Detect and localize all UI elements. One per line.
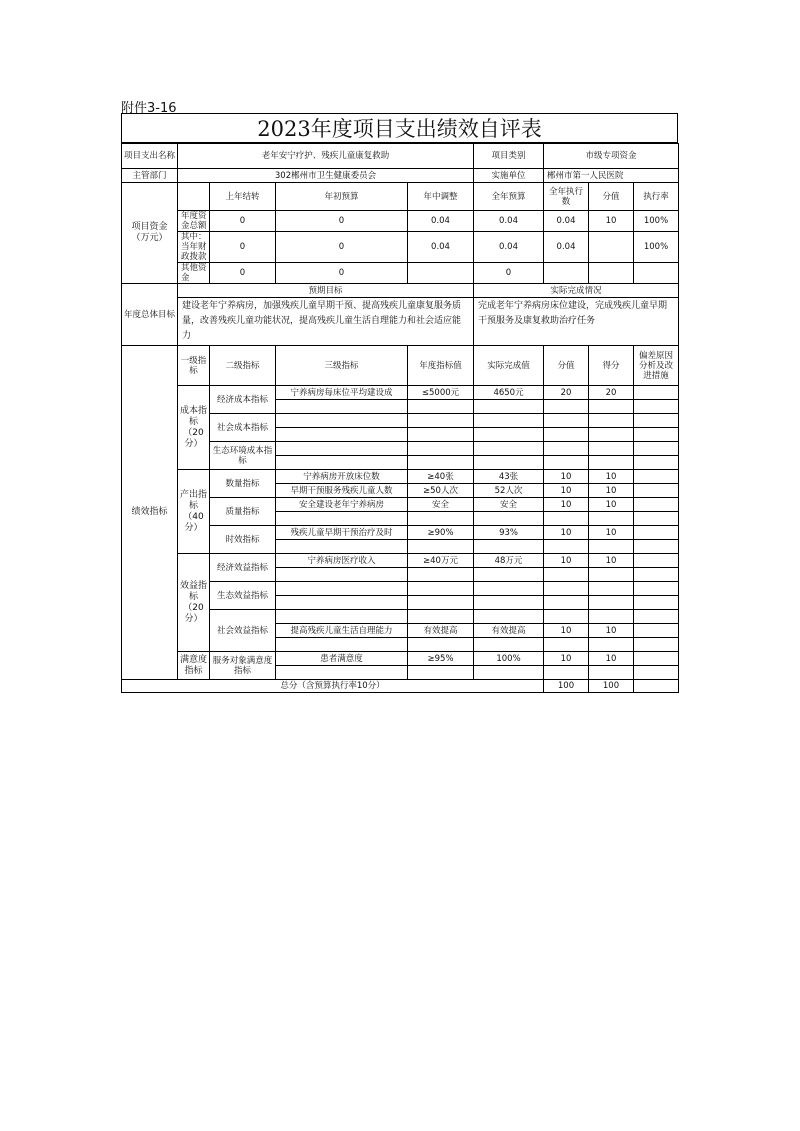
total-label: 总分（含预算执行率10分） [122,680,544,693]
weight-value [544,568,589,582]
actual-value: 100% [474,652,544,666]
indicator-row [122,652,679,666]
deviation-note [634,428,679,442]
funds-cell: 0.04 [474,211,544,232]
level3-indicator [276,414,408,428]
level3-indicator: 宁养病房每床位平均建设成 [276,386,408,400]
deviation-note [634,484,679,498]
performance-header: 偏差原因分析及改进措施 [634,346,679,386]
funds-cell: 0 [210,232,276,263]
weight-value: 10 [544,624,589,638]
weight-value: 10 [544,470,589,484]
level3-indicator [276,428,408,442]
annual-target-value [408,512,474,526]
funds-cell: 0 [276,232,408,263]
deviation-note [634,582,679,596]
score-value [589,442,634,456]
page-title: 2023年度项目支出绩效自评表 [121,113,678,143]
score-value: 20 [589,386,634,400]
deviation-note [634,540,679,554]
actual-value [474,666,544,680]
weight-value [544,512,589,526]
deviation-note [634,498,679,512]
funds-row [122,263,679,284]
project-name-value: 老年安宁疗护、残疾儿童康复救助 [178,144,474,169]
annual-target-value [408,414,474,428]
weight-value [544,428,589,442]
level2-indicator: 数量指标 [210,470,276,498]
annual-target-value [408,428,474,442]
funds-cell: 100% [634,211,679,232]
funds-cell: 100% [634,232,679,263]
project-name-label: 项目支出名称 [122,144,178,169]
funds-cell [589,232,634,263]
funds-cell: 0 [210,263,276,284]
score-value: 10 [589,498,634,512]
project-type-value: 市级专项资金 [544,144,679,169]
performance-section-label: 绩效指标 [122,346,178,680]
deviation-note [634,610,679,624]
funds-header: 分值 [589,183,634,211]
level3-indicator [276,638,408,652]
level2-indicator: 质量指标 [210,498,276,526]
deviation-note [634,470,679,484]
deviation-note [634,526,679,540]
weight-value: 10 [544,554,589,568]
project-type-label: 项目类别 [474,144,544,169]
actual-value: 93% [474,526,544,540]
funds-header: 上年结转 [210,183,276,211]
deviation-note [634,442,679,456]
weight-value: 10 [544,484,589,498]
weight-value [544,442,589,456]
attachment-label: 附件3-16 [121,101,177,116]
indicator-row [122,386,679,400]
performance-header-row [122,346,679,386]
actual-completion-text: 完成老年宁养病房床位建设，完成残疾儿童早期干预服务及康复救助治疗任务 [474,298,679,346]
funds-row [122,211,679,232]
level3-indicator: 早期干预服务残疾儿童人数 [276,484,408,498]
weight-value [544,666,589,680]
project-name-row [122,144,679,169]
score-value [589,568,634,582]
level3-indicator [276,512,408,526]
score-value [589,596,634,610]
weight-value [544,610,589,624]
funds-cell: 0 [276,263,408,284]
annual-target-value [408,596,474,610]
actual-value [474,428,544,442]
score-value [589,540,634,554]
annual-target-value: ≥40张 [408,470,474,484]
goal-header-row [122,284,679,298]
score-value [589,512,634,526]
department-row [122,169,679,183]
score-value [589,456,634,470]
funds-cell: 0.04 [408,211,474,232]
level1-indicator: 效益指标（20分） [178,554,210,652]
annual-target-value [408,582,474,596]
level3-indicator: 患者满意度 [276,652,408,666]
level3-indicator: 残疾儿童早期干预治疗及时 [276,526,408,540]
score-value [589,666,634,680]
deviation-note [634,638,679,652]
score-value [589,582,634,596]
funds-cell: 0.04 [544,232,589,263]
funds-row-label: 其中：当年财政拨款 [178,232,210,263]
funds-cell: 0 [474,263,544,284]
weight-value: 10 [544,652,589,666]
funds-cell: 0.04 [474,232,544,263]
actual-value [474,512,544,526]
level2-indicator: 经济效益指标 [210,554,276,582]
performance-header: 分值 [544,346,589,386]
performance-header: 一级指标 [178,346,210,386]
weight-value [544,400,589,414]
deviation-note [634,512,679,526]
performance-header: 三级指标 [276,346,408,386]
performance-header: 得分 [589,346,634,386]
performance-header: 年度指标值 [408,346,474,386]
deviation-note [634,554,679,568]
actual-value: 52人次 [474,484,544,498]
total-score: 100 [589,680,634,693]
actual-value: 有效提高 [474,624,544,638]
annual-target-value: ≥50人次 [408,484,474,498]
funds-cell [634,263,679,284]
weight-value [544,456,589,470]
level2-indicator: 经济成本指标 [210,386,276,414]
funds-cell [408,263,474,284]
actual-value [474,456,544,470]
implementing-unit-label: 实施单位 [474,169,544,183]
score-value: 10 [589,484,634,498]
level3-indicator: 安全建设老年宁养病房 [276,498,408,512]
funds-cell: 10 [589,211,634,232]
funds-label: 项目资金（万元） [122,183,178,284]
score-value [589,428,634,442]
deviation-note [634,652,679,666]
level3-indicator [276,568,408,582]
level2-indicator: 生态环境成本指标 [210,442,276,470]
funds-header-row [122,183,679,211]
funds-cell: 0 [276,211,408,232]
level2-indicator: 生态效益指标 [210,582,276,610]
actual-value: 安全 [474,498,544,512]
weight-value: 10 [544,498,589,512]
level3-indicator [276,456,408,470]
level2-indicator: 服务对象满意度指标 [210,652,276,680]
level3-indicator [276,596,408,610]
level3-indicator: 提高残疾儿童生活自理能力 [276,624,408,638]
actual-value: 48万元 [474,554,544,568]
level1-indicator: 满意度指标 [178,652,210,680]
annual-target-value [408,666,474,680]
deviation-note [634,400,679,414]
expected-goal-header: 预期目标 [178,284,474,298]
funds-cell [589,263,634,284]
indicator-row [122,470,679,484]
actual-value: 43张 [474,470,544,484]
funds-cell: 0 [210,211,276,232]
funds-cell: 0.04 [544,211,589,232]
annual-target-value: ≥40万元 [408,554,474,568]
actual-value [474,568,544,582]
actual-value [474,540,544,554]
level2-indicator: 社会成本指标 [210,414,276,442]
score-value: 10 [589,470,634,484]
score-value: 10 [589,554,634,568]
actual-value [474,596,544,610]
weight-value [544,582,589,596]
funds-header: 全年预算 [474,183,544,211]
annual-target-value [408,442,474,456]
annual-target-value: ≤5000元 [408,386,474,400]
actual-value: 4650元 [474,386,544,400]
deviation-note [634,596,679,610]
deviation-note [634,414,679,428]
weight-value [544,414,589,428]
level1-indicator: 产出指标（40分） [178,470,210,554]
annual-target-value [408,638,474,652]
score-value [589,638,634,652]
annual-target-value [408,456,474,470]
level3-indicator [276,666,408,680]
funds-header: 执行率 [634,183,679,211]
funds-row [122,232,679,263]
total-note [634,680,679,693]
level3-indicator [276,610,408,624]
department-value: 302郴州市卫生健康委员会 [178,169,474,183]
self-evaluation-sheet [121,113,678,691]
funds-header: 年初预算 [276,183,408,211]
level3-indicator [276,442,408,456]
weight-value: 10 [544,526,589,540]
actual-completion-header: 实际完成情况 [474,284,679,298]
funds-header: 全年执行数 [544,183,589,211]
expected-goal-text: 建设老年宁养病房，加强残疾儿童早期干预、提高残疾儿童康复服务质量，改善残疾儿童功能状况，提高残疾儿童生活自理能力和社会适应能力 [178,298,474,346]
actual-value [474,610,544,624]
annual-target-value [408,568,474,582]
evaluation-table [121,143,679,693]
annual-target-value: 有效提高 [408,624,474,638]
annual-target-value: 安全 [408,498,474,512]
deviation-note [634,666,679,680]
deviation-note [634,386,679,400]
funds-row-label: 年度资金总额 [178,211,210,232]
annual-target-value: ≥95% [408,652,474,666]
score-value [589,414,634,428]
weight-value: 20 [544,386,589,400]
funds-row-label: 其他资金 [178,263,210,284]
level3-indicator [276,582,408,596]
level3-indicator: 宁养病房医疗收入 [276,554,408,568]
goal-label: 年度总体目标 [122,284,178,346]
score-value [589,610,634,624]
annual-target-value [408,540,474,554]
weight-value [544,596,589,610]
weight-value [544,540,589,554]
performance-header: 二级指标 [210,346,276,386]
deviation-note [634,624,679,638]
annual-target-value [408,610,474,624]
indicator-row [122,554,679,568]
score-value [589,400,634,414]
annual-target-value [408,400,474,414]
actual-value [474,400,544,414]
level2-indicator: 时效指标 [210,526,276,554]
goal-text-row [122,298,679,346]
implementing-unit-value: 郴州市第一人民医院 [544,169,679,183]
level3-indicator: 宁养病房开放床位数 [276,470,408,484]
level1-indicator: 成本指标（20分） [178,386,210,470]
score-value: 10 [589,652,634,666]
total-weight: 100 [544,680,589,693]
actual-value [474,638,544,652]
actual-value [474,582,544,596]
actual-value [474,442,544,456]
level3-indicator [276,540,408,554]
score-value: 10 [589,624,634,638]
score-value: 10 [589,526,634,540]
deviation-note [634,456,679,470]
actual-value [474,414,544,428]
weight-value [544,638,589,652]
funds-header: 年中调整 [408,183,474,211]
funds-cell: 0.04 [408,232,474,263]
performance-header: 实际完成值 [474,346,544,386]
annual-target-value: ≥90% [408,526,474,540]
funds-cell [544,263,589,284]
department-label: 主管部门 [122,169,178,183]
deviation-note [634,568,679,582]
level2-indicator: 社会效益指标 [210,610,276,652]
total-row [122,680,679,693]
level3-indicator [276,400,408,414]
